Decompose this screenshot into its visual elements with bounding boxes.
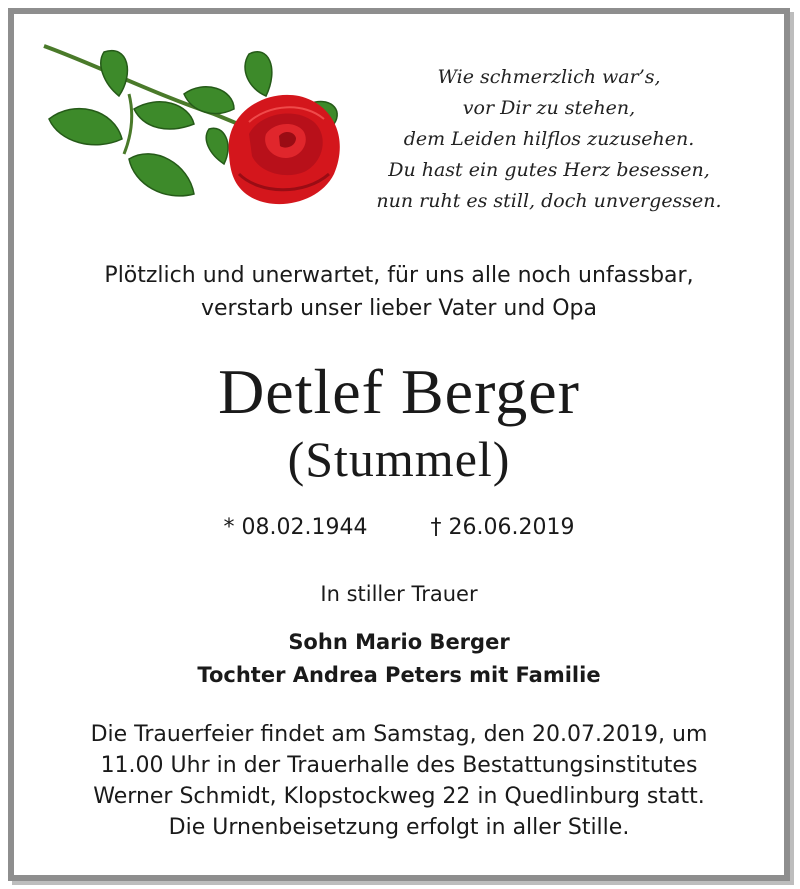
death-date: † 26.06.2019 [430, 515, 575, 540]
notice-line: Die Urnenbeisetzung erfolgt in aller Stille. [168, 815, 630, 840]
funeral-notice [14, 719, 784, 843]
notice-line: Werner Schmidt, Klopstockweg 22 in Quedlinburg statt. [93, 784, 705, 809]
poem-line: Wie schmerzlich war’s, [437, 66, 661, 88]
family-member: Sohn Mario Berger [288, 630, 510, 654]
intro-line: verstarb unser lieber Vater und Opa [200, 296, 598, 321]
intro-text [14, 259, 784, 325]
birth-date: * 08.02.1944 [223, 515, 368, 540]
life-dates [14, 511, 784, 545]
poem-line: dem Leiden hilflos zuzusehen. [403, 128, 695, 150]
deceased-name: Detlef Berger [218, 356, 580, 427]
poem-line: Du hast ein gutes Herz besessen, [388, 159, 710, 181]
notice-line: Die Trauerfeier findet am Samstag, den 20.07.2019, um [90, 722, 708, 747]
mourning-heading: In stiller Trauer [320, 582, 478, 606]
intro-line: Plötzlich und unerwartet, für uns alle noch unfassbar, [104, 263, 694, 288]
poem-line: vor Dir zu stehen, [462, 97, 636, 119]
poem [314, 62, 784, 217]
obituary-card [8, 8, 790, 881]
family-member: Tochter Andrea Peters mit Familie [197, 663, 601, 687]
poem-line: nun ruht es still, doch unvergessen. [376, 190, 722, 212]
family-list [14, 626, 784, 692]
notice-line: 11.00 Uhr in der Trauerhalle des Bestattungsinstitutes [100, 753, 698, 778]
deceased-nickname: (Stummel) [287, 431, 511, 487]
rose-image [34, 34, 354, 219]
